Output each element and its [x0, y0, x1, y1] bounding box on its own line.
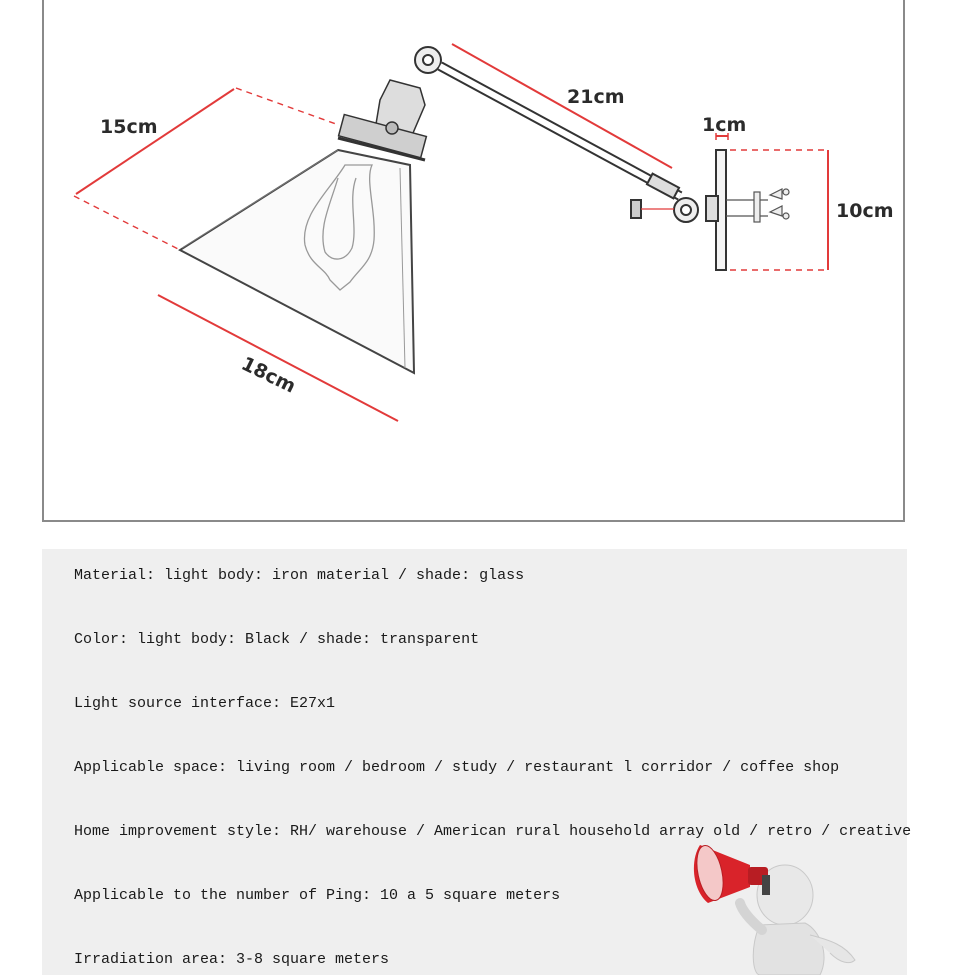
socket-pivot: [415, 47, 441, 73]
spec-material: Material: light body: iron material / shade: glass: [74, 567, 525, 584]
lamp-shade: [180, 150, 414, 373]
shade-bottom-dimension-label: 18cm: [237, 352, 300, 398]
spec-area-ping: Applicable to the number of Ping: 10 a 5 square meters: [74, 887, 561, 904]
wall-plate: [706, 150, 726, 270]
dimension-lines: [74, 44, 828, 421]
swing-arm: [440, 66, 680, 198]
spec-light-source: Light source interface: E27x1: [74, 695, 336, 712]
spec-irradiation-area: Irradiation area: 3-8 square meters: [74, 951, 390, 968]
mounting-screws-icon: [726, 189, 789, 222]
wall-pivot: [631, 198, 698, 222]
plate-height-dimension-label: 10cm: [836, 200, 894, 222]
arm-length-dimension-label: 21cm: [567, 86, 625, 108]
spec-style: Home improvement style: RH/ warehouse / American rural household array old / retro / creative: [74, 823, 912, 840]
shade-side-dimension-label: 15cm: [100, 116, 158, 138]
lamp-socket: [338, 80, 426, 160]
spec-applicable-space: Applicable space: living room / bedroom / study / restaurant l corridor / coffee shop: [74, 759, 840, 776]
spec-color: Color: light body: Black / shade: transparent: [74, 631, 480, 648]
person-with-megaphone-icon: [690, 835, 870, 975]
plate-thickness-dimension-label: 1cm: [702, 114, 747, 136]
